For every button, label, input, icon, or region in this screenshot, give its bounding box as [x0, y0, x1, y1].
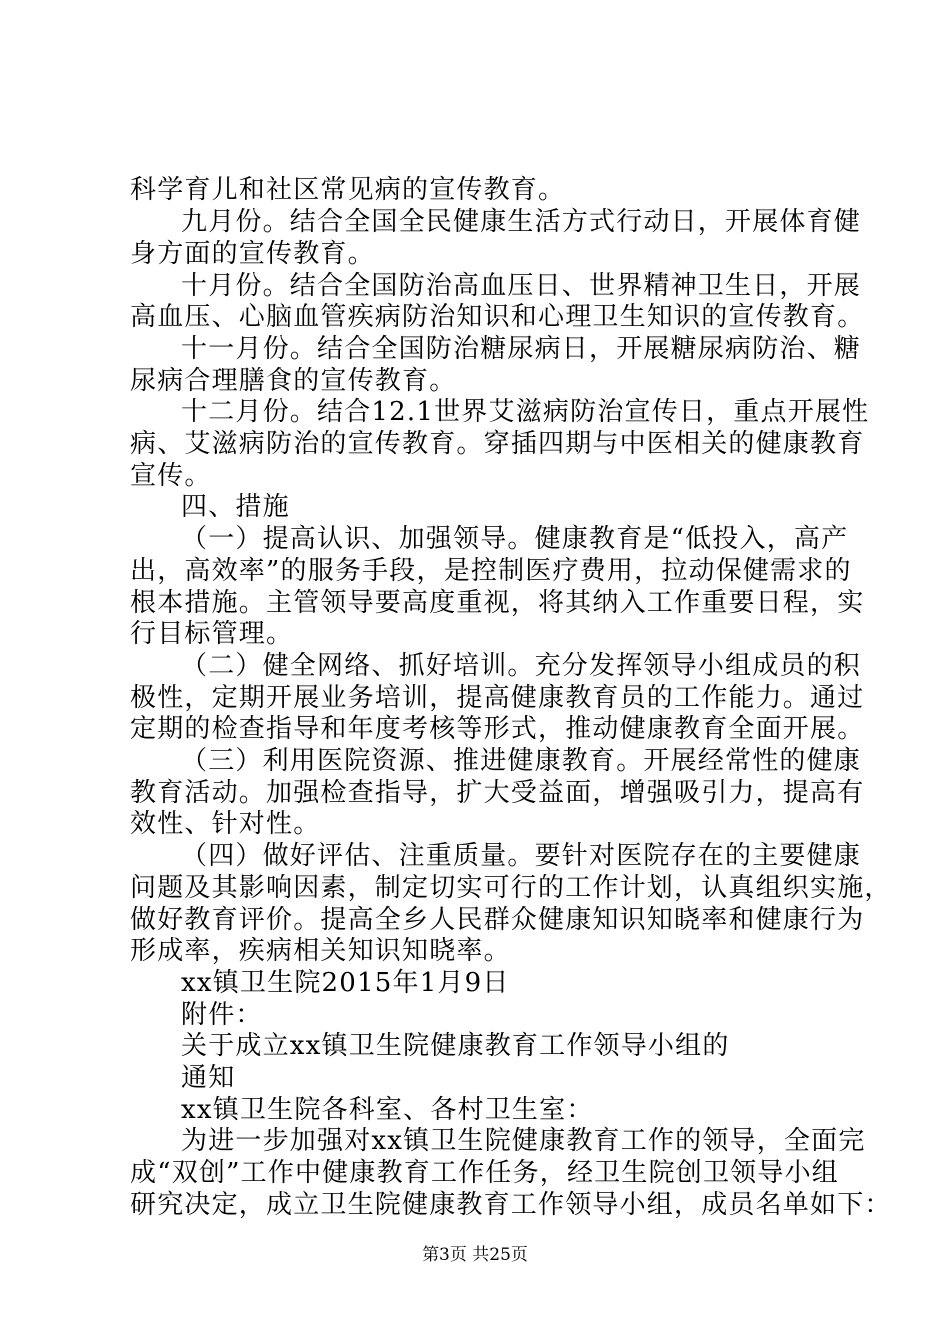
text-line: 高血压、心脑血管疾病防治知识和心理卫生知识的宣传教育。: [130, 302, 865, 332]
text-line: 极性，定期开展业务培训，提高健康教育员的工作能力。通过: [130, 683, 865, 713]
attachment-label: 附件：: [181, 1000, 263, 1030]
text-line: 身方面的宣传教育。: [130, 239, 375, 269]
text-line: （三）利用医院资源、推进健康教育。开展经常性的健康: [181, 746, 862, 776]
text-line: 十一月份。结合全国防治糖尿病日，开展糖尿病防治、糖: [181, 334, 862, 364]
text-line: （四）做好评估、注重质量。要针对医院存在的主要健康: [181, 841, 862, 871]
text-line: 定期的检查指导和年度考核等形式，推动健康教育全面开展。: [130, 714, 865, 744]
text-line: 根本措施。主管领导要高度重视，将其纳入工作重要日程，实: [130, 588, 865, 618]
text-line: 做好教育评价。提高全乡人民群众健康知识知晓率和健康行为: [130, 905, 865, 935]
text-line: 形成率，疾病相关知识知晓率。: [130, 936, 511, 966]
notice-title: 关于成立xx镇卫生院健康教育工作领导小组的: [181, 1031, 730, 1061]
text-line: 教育活动。加强检查指导，扩大受益面，增强吸引力，提高有: [130, 778, 865, 808]
text-line: （二）健全网络、抓好培训。充分发挥领导小组成员的积: [181, 651, 862, 681]
text-line: （一）提高认识、加强领导。健康教育是“低投入，高产: [181, 524, 849, 554]
text-line: 研究决定，成立卫生院健康教育工作领导小组，成员名单如下：: [130, 1190, 892, 1220]
text-line: 宣传。: [130, 461, 212, 491]
text-line: 出，高效率”的服务手段，是控制医疗费用，拉动保健需求的: [130, 556, 852, 586]
text-line: 科学育儿和社区常见病的宣传教育。: [130, 175, 566, 205]
text-line: 效性、针对性。: [130, 809, 321, 839]
text-line: 十二月份。结合12.1世界艾滋病防治宣传日，重点开展性: [181, 397, 870, 427]
text-line: 成“双创”工作中健康教育工作任务，经卫生院创卫领导小组: [130, 1158, 839, 1188]
text-line: 九月份。结合全国全民健康生活方式行动日，开展体育健: [181, 207, 862, 237]
text-line: 为进一步加强对xx镇卫生院健康教育工作的领导，全面完: [181, 1126, 866, 1156]
section-heading: 四、措施: [181, 492, 290, 522]
page-footer: 第3页 共25页: [422, 1245, 528, 1265]
text-line: 问题及其影响因素，制定切实可行的工作计划，认真组织实施，: [130, 873, 892, 903]
text-line: 尿病合理膳食的宣传教育。: [130, 366, 457, 396]
text-line: 病、艾滋病防治的宣传教育。穿插四期与中医相关的健康教育: [130, 429, 865, 459]
notice-title: 通知: [181, 1063, 236, 1093]
text-line: 行目标管理。: [130, 619, 294, 649]
text-line: 十月份。结合全国防治高血压日、世界精神卫生日，开展: [181, 271, 862, 301]
signature-date: xx镇卫生院2015年1月9日: [181, 968, 510, 998]
salutation: xx镇卫生院各科室、各村卫生室：: [181, 1095, 594, 1125]
